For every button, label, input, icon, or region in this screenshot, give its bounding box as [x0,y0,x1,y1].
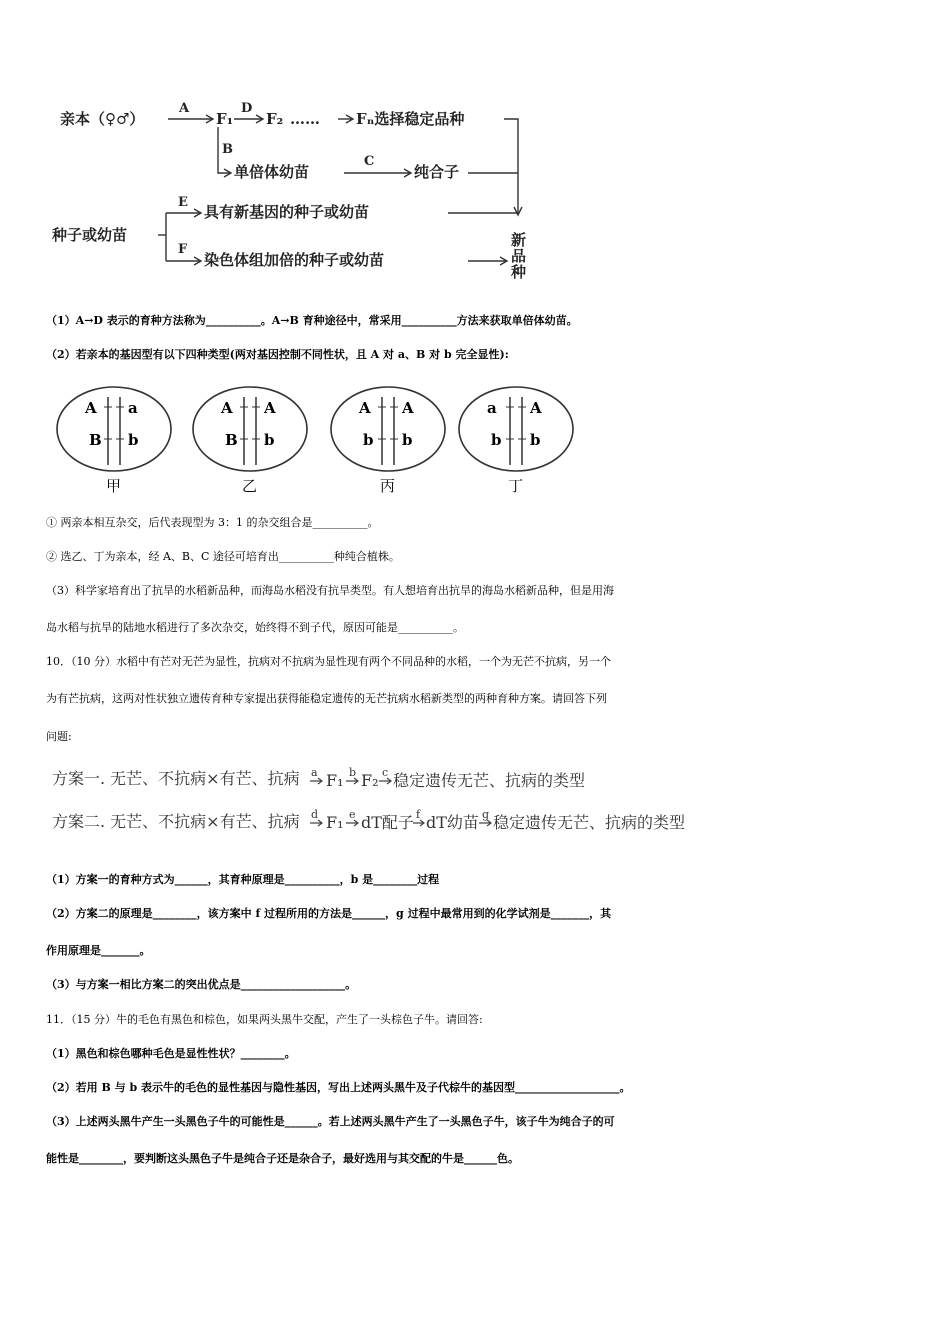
new-variety-char-2: 品 [511,247,527,265]
cell-ding-bottom-right: b [530,431,541,449]
q9-part2: （2）若亲本的基因型有以下四种类型(两对基因控制不同性状，且 A 对 a、B 对 b 完全显性): [46,348,509,361]
new-variety-char-3: 种 [511,263,527,281]
diagram-arrows [158,115,522,265]
doubled-label: 染色体组加倍的种子或幼苗 [204,251,385,269]
q9-part3-line1: （3）科学家培育出了抗旱的水稻新品种，而海岛水稻没有抗旱类型。有人想培育出抗旱的海岛水稻新品种，但是用海 [46,584,614,597]
homozygote-label: 纯合子 [414,163,460,181]
plan2-gamete: dT配子 [361,813,414,832]
q9-sub1: ① 两亲本相互杂交，后代表现型为 3：1 的杂交组合是__________。 [46,516,379,529]
cell-yi-label: 乙 [242,477,258,495]
cell-yi-top-right: A [264,399,276,417]
q10-intro-line1 [46,651,908,673]
plan1-f2: F₂ [361,771,379,790]
cell-jia [57,387,171,495]
arrow-a-label: A [179,101,190,116]
cell-bing [331,387,445,495]
plan1-head: 方案一. 无芒、不抗病×有芒、抗病 [52,769,300,788]
arrow-e-label: E [178,195,188,210]
q11-part3-line2: 能性是________，要判断这头黑色子牛是纯合子还是杂合子，最好选用与其交配的牛是______色。 [46,1152,519,1165]
q9-part3-line2: 岛水稻与抗旱的陆地水稻进行了多次杂交，始终得不到子代，原因可能是__________。 [46,621,464,634]
cell-ding-bottom-left: b [491,431,502,449]
plan2-arrow-f: f [416,808,421,821]
cell-jia-label: 甲 [106,477,122,495]
cell-ding-top-left: a [487,399,497,417]
f2-label: F₂ [266,110,284,128]
breeding-flow-diagram [48,95,538,285]
cell-ding [459,387,573,495]
cell-jia-bottom-right: b [128,431,139,449]
cell-bing-bottom-right: b [402,431,413,449]
q10-part1: （1）方案一的育种方式为______，其育种原理是__________，b 是________过程 [46,873,440,886]
parent-label: 亲本（♀♂） [60,110,145,128]
plan2-seedling: dT幼苗 [426,813,479,832]
q11-intro-text: 牛的毛色有黑色和棕色，如果两头黑牛交配，产生了一头棕色子牛。请回答: [116,1013,483,1026]
arrow-d-label: D [241,101,253,116]
plan2-arrow-e: e [349,808,356,821]
cell-bing-top-left: A [359,399,371,417]
plan1-arrow-b: b [349,766,357,779]
q9-part1: （1）A→D 表示的育种方法称为__________。A→B 育种途径中，常采用__________方法来获取单倍体幼苗。 [46,314,578,327]
cell-yi-bottom-right: b [264,431,275,449]
cell-yi-top-left: A [221,399,233,417]
q10-part2-line1: （2）方案二的原理是________，该方案中 f 过程所用的方法是______，g 过程中最常用到的化学试剂是_______，其 [46,907,612,920]
cell-bing-top-right: A [402,399,414,417]
q11-intro [46,1009,908,1031]
arrow-c-label: C [364,154,375,169]
q10-text-a: 水稻中有芒对无芒为显性，抗病对不抗病为显性现有两个不同品种的水稻，一个为无芒不抗病，另一个 [116,655,611,668]
q11-part3-line1: （3）上述两头黑牛产生一头黑色子牛的可能性是______。若上述两头黑牛产生了一头黑色子牛，该子牛为纯合子的可 [46,1115,615,1128]
arrow-b-label: B [222,142,233,157]
new-variety-char-1: 新 [511,231,527,249]
haploid-label: 单倍体幼苗 [234,163,310,181]
q11-part1: （1）黑色和棕色哪种毛色是显性性状？________。 [46,1047,296,1060]
q10-part2-line2: 作用原理是_______。 [46,944,151,957]
plan1-arrow-a: a [311,766,318,779]
f1-label: F₁ [216,110,234,128]
seed-label: 种子或幼苗 [52,226,128,244]
plan2-head: 方案二. 无芒、不抗病×有芒、抗病 [52,812,300,831]
arrow-f-label: F [178,242,188,257]
q9-sub2: ② 选乙、丁为亲本，经 A、B、C 途径可培育出__________种纯合植株。 [46,550,400,563]
genotype-cells-diagram [52,383,582,498]
cell-jia-bottom-left: B [89,431,102,449]
cell-ding-label: 丁 [508,477,524,495]
cell-yi [193,387,307,495]
plan1-arrow-c: c [382,766,389,779]
plan1-f1: F₁ [326,771,344,790]
cell-yi-bottom-left: B [225,431,238,449]
q11-number: 11．（15 分） [46,1013,116,1026]
plan1-tail: 稳定遗传无芒、抗病的类型 [393,771,586,790]
dots-label: …… [290,110,320,128]
q11-part2: （2）若用 B 与 b 表示牛的毛色的显性基因与隐性基因，写出上述两头黑牛及子代棕牛的基因型___________________。 [46,1081,631,1094]
cell-bing-bottom-left: b [363,431,374,449]
fn-label: Fₙ选择稳定品种 [356,110,465,128]
cell-ding-top-right: A [530,399,542,417]
q10-intro-line2: 为有芒抗病，这两对性状独立遗传育种专家提出获得能稳定遗传的无芒抗病水稻新类型的两种育种方案。请回答下列 [46,692,607,705]
cell-jia-top-right: a [128,399,138,417]
cell-jia-top-left: A [85,399,97,417]
plan2-arrow-g: g [482,808,490,821]
plan2-f1: F₁ [326,813,344,832]
q10-part3: （3）与方案一相比方案二的突出优点是___________________。 [46,978,357,991]
q10-number: 10．（10 分） [46,655,116,668]
new-gene-label: 具有新基因的种子或幼苗 [204,203,370,221]
plan2-tail: 稳定遗传无芒、抗病的类型 [493,813,686,832]
q10-intro-line3: 问题: [46,730,72,743]
plan2-arrow-d: d [311,808,319,821]
cell-bing-label: 丙 [380,477,396,495]
breeding-plans-figure [48,762,708,842]
